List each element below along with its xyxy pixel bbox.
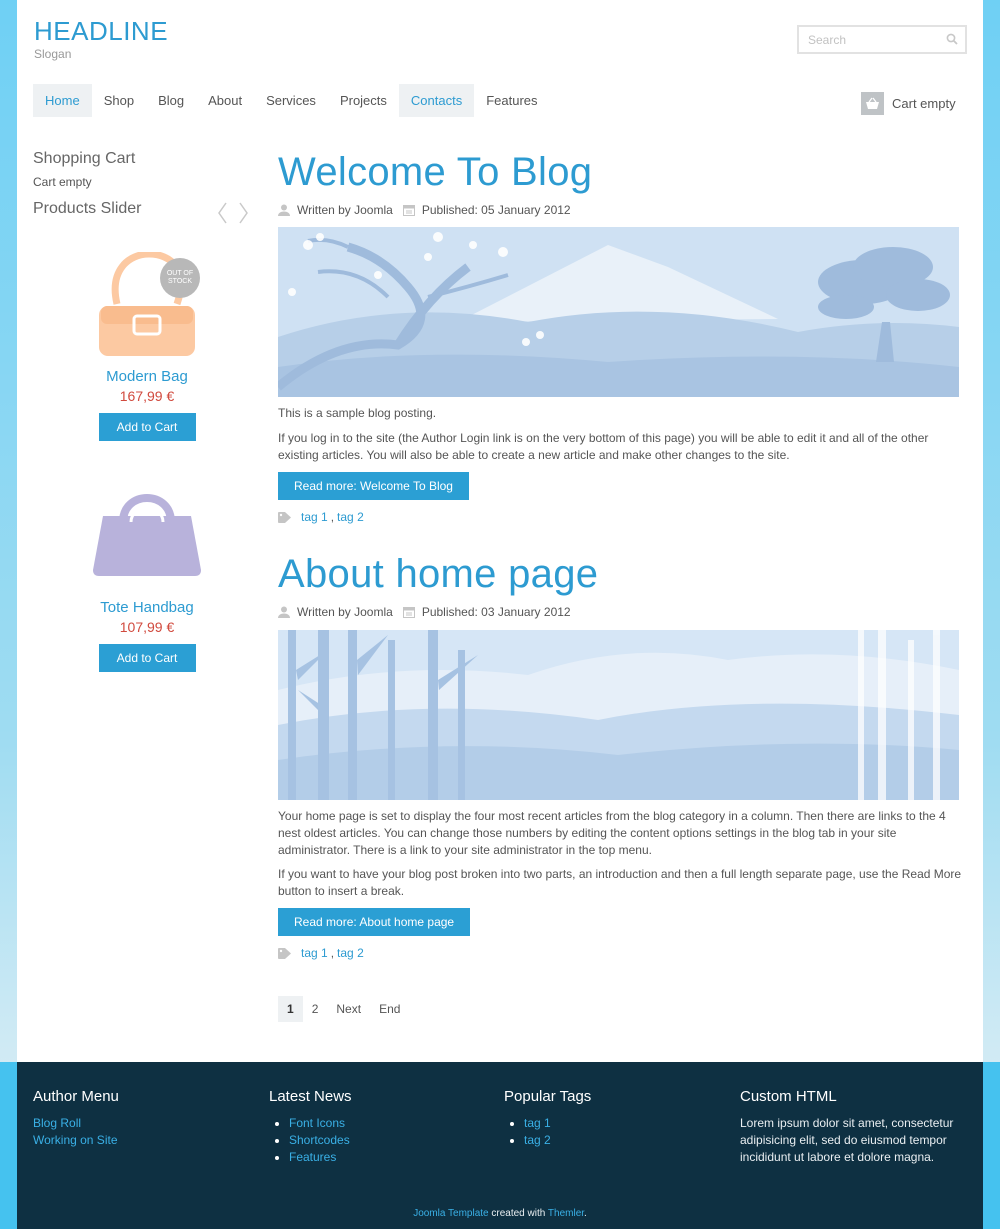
tag-link[interactable]: tag 1 <box>301 946 328 960</box>
sidebar-cart-status: Cart empty <box>33 175 92 189</box>
footer-author-menu <box>33 1088 263 1149</box>
add-to-cart-button[interactable]: Add to Cart <box>99 644 196 672</box>
footer-title: Popular Tags <box>504 1088 592 1105</box>
product-price: 167,99 € <box>119 388 175 404</box>
pagination <box>278 996 409 1022</box>
calendar-icon <box>403 204 415 216</box>
footer-credits <box>17 1208 983 1219</box>
product-price: 107,99 € <box>119 619 175 635</box>
footer-link[interactable]: • Font Icons <box>289 1115 499 1132</box>
main-nav <box>33 84 550 117</box>
article-paragraph: If you log in to the site (the Author Login link is on the very bottom of this page) you will be able to edit it and all of the other existing articles. You will also be able to create a new article and make other changes to the site. <box>278 431 929 462</box>
footer-custom-html <box>740 1088 970 1166</box>
article-date: Published: 03 January 2012 <box>421 605 571 619</box>
slider-arrows <box>217 202 249 224</box>
article-meta <box>278 605 571 619</box>
nav-item-projects[interactable]: Projects <box>339 93 387 108</box>
basket-icon <box>861 92 884 115</box>
nav-item-contacts[interactable]: Contacts <box>399 84 474 117</box>
footer-latest-news <box>269 1088 499 1166</box>
tag-icon <box>278 948 291 959</box>
footer-title: Custom HTML <box>740 1088 837 1105</box>
article-image <box>278 227 959 397</box>
site-headline[interactable]: HEADLINE <box>34 16 169 46</box>
footer-title: Author Menu <box>33 1088 119 1105</box>
products-slider-title: Products Slider <box>33 200 142 217</box>
page-link-2[interactable]: 2 <box>311 1002 319 1016</box>
nav-item-features[interactable]: Features <box>486 93 538 108</box>
search-icon[interactable] <box>946 33 958 45</box>
credits-link-themler[interactable]: Themler <box>547 1208 585 1219</box>
chevron-left-icon[interactable] <box>217 202 227 224</box>
page-next[interactable]: Next <box>336 1002 362 1016</box>
article-date: Published: 05 January 2012 <box>421 203 571 217</box>
article-meta <box>278 203 571 217</box>
tag-icon <box>278 512 291 523</box>
credits-end: . <box>584 1208 587 1219</box>
site-slogan: Slogan <box>34 47 72 61</box>
nav-item-about[interactable]: About <box>208 93 243 108</box>
nav-item-shop[interactable]: Shop <box>103 93 135 108</box>
footer-link[interactable]: • tag 1 <box>524 1115 734 1132</box>
footer <box>0 1062 1000 1229</box>
product-name[interactable]: Modern Bag <box>106 368 188 385</box>
footer-link[interactable]: Blog Roll <box>33 1116 82 1130</box>
article-tags: tag 1 , tag 2 <box>278 510 364 524</box>
footer-link[interactable]: Working on Site <box>33 1133 118 1147</box>
product-card-modern-bag <box>77 368 217 441</box>
article-author: Written by Joomla <box>297 605 393 619</box>
article-paragraph: If you want to have your blog post broken into two parts, an introduction and then a full length separate page, use the Read More button to insert a break. <box>278 867 962 898</box>
article-paragraph: This is a sample blog posting. <box>278 406 437 420</box>
user-icon <box>278 606 290 618</box>
header-cart[interactable] <box>861 92 956 115</box>
search-input[interactable] <box>799 27 934 52</box>
tote-handbag-image[interactable] <box>91 492 203 578</box>
out-of-stock-badge: OUT OF STOCK <box>160 258 200 298</box>
nav-item-home[interactable]: Home <box>33 84 92 117</box>
read-more-button[interactable]: Read more: Welcome To Blog <box>278 472 469 500</box>
footer-popular-tags <box>504 1088 734 1149</box>
tag-link[interactable]: tag 2 <box>337 510 364 524</box>
page-body <box>17 0 983 1062</box>
article-author: Written by Joomla <box>297 203 393 217</box>
footer-link[interactable]: • Shortcodes <box>289 1132 499 1149</box>
chevron-right-icon[interactable] <box>239 202 249 224</box>
credits-text: created with <box>488 1208 548 1219</box>
tag-link[interactable]: tag 1 <box>301 510 328 524</box>
article-paragraph: Your home page is set to display the four most recent articles from the blog category in a column. Then there are links to the 4 nest oldest articles. You can change those numbers by editing the content options settings in the blog tab in your site administrator. There is a link to your site administrator in the top menu. <box>278 809 946 857</box>
read-more-button[interactable]: Read more: About home page <box>278 908 470 936</box>
footer-edge-left <box>0 1062 17 1229</box>
footer-edge-right <box>983 1062 1000 1229</box>
article-title[interactable]: Welcome To Blog <box>278 150 593 194</box>
footer-link[interactable]: • Features <box>289 1149 499 1166</box>
search-box[interactable] <box>797 25 967 54</box>
header-cart-label: Cart empty <box>892 96 956 111</box>
add-to-cart-button[interactable]: Add to Cart <box>99 413 196 441</box>
page-current: 1 <box>278 996 303 1022</box>
article-tags: tag 1 , tag 2 <box>278 946 364 960</box>
nav-item-services[interactable]: Services <box>266 93 316 108</box>
article-title[interactable]: About home page <box>278 552 599 596</box>
page-end[interactable]: End <box>379 1002 401 1016</box>
credits-link-template[interactable]: Joomla Template <box>413 1208 489 1219</box>
footer-title: Latest News <box>269 1088 352 1105</box>
footer-link[interactable]: • tag 2 <box>524 1132 734 1149</box>
user-icon <box>278 204 290 216</box>
footer-text: Lorem ipsum dolor sit amet, consectetur adipisicing elit, sed do eiusmod tempor incididunt ut labore et dolore magna. <box>740 1116 954 1164</box>
product-card-tote-handbag <box>77 599 217 672</box>
article-image <box>278 630 959 800</box>
tag-link[interactable]: tag 2 <box>337 946 364 960</box>
product-name[interactable]: Tote Handbag <box>100 599 194 616</box>
nav-item-blog[interactable]: Blog <box>158 93 185 108</box>
calendar-icon <box>403 606 415 618</box>
shopping-cart-title: Shopping Cart <box>33 150 136 167</box>
